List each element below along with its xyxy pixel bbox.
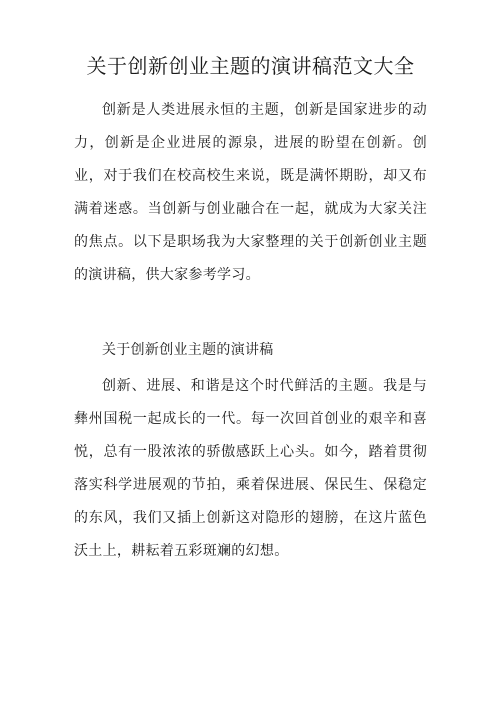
body-paragraph: 创新、进展、和谐是这个时代鲜活的主题。我是与彝州国税一起成长的一代。每一次回首创业的艰辛和喜悦，总有一股浓浓的骄傲感跃上心头。如今，踏着贯彻落实科学进展观的节拍，乘着保进展、保民生、保稳定的东风，我们又插上创新这对隐形的翅膀，在这片蓝色沃土上，耕耘着五彩斑斓的幻想。 [74, 378, 427, 559]
document-title: 关于创新创业主题的演讲稿范文大全 [86, 54, 415, 78]
section-heading: 关于创新创业主题的演讲稿 [102, 342, 274, 358]
intro-paragraph: 创新是人类进展永恒的主题，创新是国家进步的动力，创新是企业进展的源泉，进展的盼望在创新。创业，对于我们在校高校生来说，既是满怀期盼，却又布满着迷惑。当创新与创业融合在一起，就成为大家关注的焦点。以下是职场我为大家整理的关于创新创业主题的演讲稿，供大家参考学习。 [74, 102, 427, 283]
